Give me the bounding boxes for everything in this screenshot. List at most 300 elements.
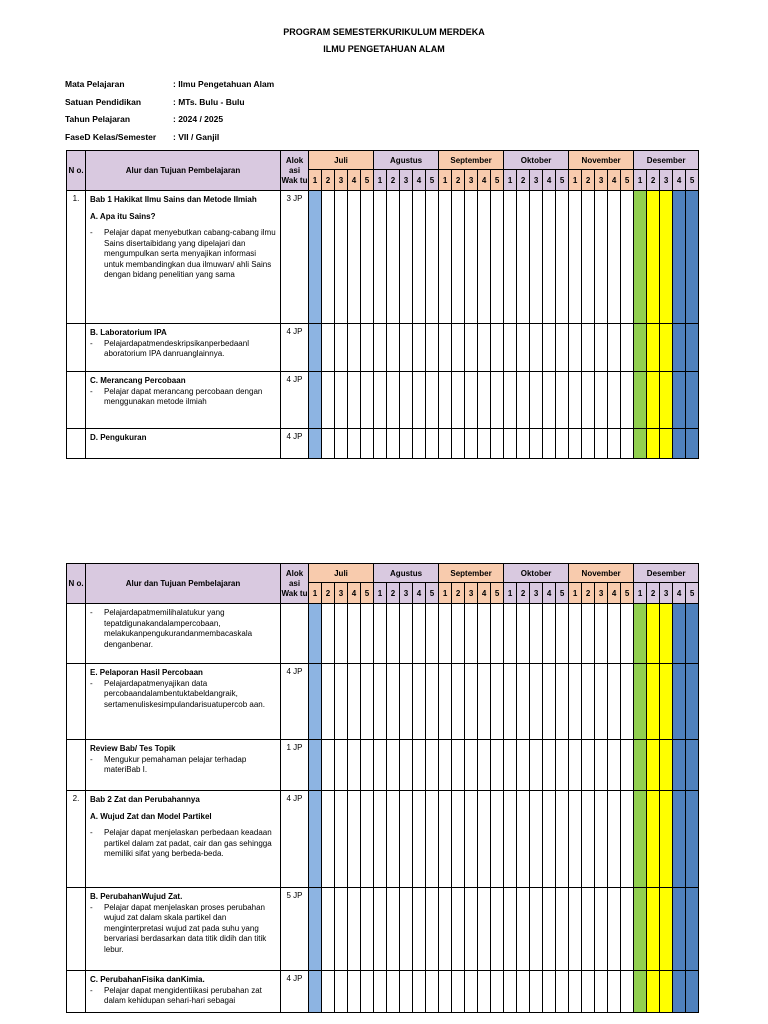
week-header: 3 [335,583,348,604]
week-cell [465,191,478,324]
schedule-table-2 [66,563,699,1013]
week-cell [478,664,491,740]
week-cell [361,971,374,1013]
week-cell [504,372,517,429]
week-header: 1 [569,170,582,191]
row-number: 2. [67,791,86,888]
week-cell [491,324,504,372]
week-header: 1 [634,583,647,604]
header-no: N o. [67,564,86,604]
week-cell [452,191,465,324]
doc-title: PROGRAM SEMESTERKURIKULUM MERDEKA [283,27,485,37]
row-jp: 4 JP [281,372,309,429]
week-cell [660,324,673,372]
week-cell [621,372,634,429]
week-cell [452,372,465,429]
week-cell [400,888,413,971]
week-cell [582,429,595,459]
row-title: B. PerubahanWujud Zat. [90,892,183,901]
week-cell [504,324,517,372]
week-cell [686,604,699,664]
month-header: Desember [634,564,699,583]
week-header: 4 [478,583,491,604]
week-cell [439,324,452,372]
week-cell [374,971,387,1013]
week-cell [569,971,582,1013]
week-cell [504,971,517,1013]
week-cell [400,604,413,664]
week-cell [322,888,335,971]
month-header: September [439,151,504,170]
week-cell [413,664,426,740]
week-cell [478,191,491,324]
week-header: 5 [686,170,699,191]
week-cell [361,324,374,372]
week-cell [647,740,660,791]
week-cell [673,191,686,324]
table-row [67,324,699,372]
week-cell [361,429,374,459]
row-title: D. Pengukuran [90,433,147,442]
week-cell [361,191,374,324]
week-cell [673,791,686,888]
week-cell [361,664,374,740]
week-cell [621,604,634,664]
week-header: 1 [439,583,452,604]
week-cell [413,888,426,971]
week-cell [335,191,348,324]
row-subtitle: A. Wujud Zat dan Model Partikel [90,811,212,821]
week-cell [439,740,452,791]
week-cell [686,888,699,971]
week-cell [582,664,595,740]
week-cell [465,429,478,459]
table-row [67,888,699,971]
week-cell [491,791,504,888]
week-cell [387,324,400,372]
week-header: 3 [465,583,478,604]
row-title: Review Bab/ Tes Topik [90,744,176,753]
row-content [86,429,281,459]
week-cell [491,191,504,324]
week-cell [686,791,699,888]
week-cell [608,372,621,429]
week-cell [686,324,699,372]
week-cell [621,791,634,888]
week-cell [621,971,634,1013]
month-header: Juli [309,564,374,583]
week-cell [439,429,452,459]
week-cell [439,191,452,324]
week-cell [374,664,387,740]
week-cell [478,324,491,372]
week-header: 5 [361,170,374,191]
week-cell [647,372,660,429]
week-cell [348,888,361,971]
week-cell [673,604,686,664]
week-cell [530,372,543,429]
week-cell [335,971,348,1013]
week-cell [374,740,387,791]
week-cell [595,740,608,791]
row-number [67,888,86,971]
week-cell [439,664,452,740]
month-header: Juli [309,151,374,170]
row-number [67,740,86,791]
row-content [86,791,281,888]
row-jp: 1 JP [281,740,309,791]
week-header: 2 [452,583,465,604]
month-header: November [569,151,634,170]
row-number [67,664,86,740]
week-cell [517,791,530,888]
week-cell [660,791,673,888]
week-cell [582,740,595,791]
week-cell [452,604,465,664]
info-value: : Ilmu Pengetahuan Alam [173,79,275,89]
week-cell [647,791,660,888]
week-header: 1 [439,170,452,191]
week-cell [569,429,582,459]
week-cell [374,372,387,429]
week-cell [465,791,478,888]
week-cell [478,888,491,971]
week-cell [309,888,322,971]
week-cell [621,664,634,740]
row-number [67,324,86,372]
week-cell [569,372,582,429]
row-number: 1. [67,191,86,324]
week-cell [673,324,686,372]
week-cell [582,372,595,429]
table-row [67,791,699,888]
week-cell [556,664,569,740]
week-cell [595,191,608,324]
row-content [86,740,281,791]
week-header: 5 [621,583,634,604]
week-header: 5 [556,583,569,604]
week-cell [517,740,530,791]
week-cell [569,740,582,791]
week-header: 2 [582,170,595,191]
week-cell [478,791,491,888]
week-cell [504,604,517,664]
row-item: - Mengukur pemahaman pelajar terhadap materiBab I. [90,755,277,776]
row-number [67,429,86,459]
week-cell [491,740,504,791]
week-cell [309,324,322,372]
row-content [86,372,281,429]
week-cell [452,429,465,459]
week-cell [517,372,530,429]
week-cell [387,372,400,429]
week-cell [439,372,452,429]
week-cell [335,372,348,429]
week-cell [400,971,413,1013]
week-cell [543,791,556,888]
week-cell [478,372,491,429]
week-cell [660,740,673,791]
week-header: 4 [543,170,556,191]
row-jp [281,604,309,664]
week-header: 1 [309,170,322,191]
week-cell [634,971,647,1013]
week-header: 5 [491,170,504,191]
week-cell [361,791,374,888]
week-cell [647,324,660,372]
week-cell [426,372,439,429]
week-cell [452,888,465,971]
week-cell [569,791,582,888]
row-content [86,191,281,324]
week-cell [660,971,673,1013]
week-cell [634,604,647,664]
week-header: 1 [309,583,322,604]
week-cell [335,888,348,971]
week-cell [621,324,634,372]
week-cell [348,604,361,664]
week-cell [387,888,400,971]
week-cell [517,664,530,740]
week-cell [660,429,673,459]
week-cell [569,324,582,372]
month-header: November [569,564,634,583]
week-cell [400,791,413,888]
row-item: - Pelajar dapat mengidentiikasi perubahan zat dalam kehidupan sehari-hari sebagai [90,986,277,1007]
week-cell [517,429,530,459]
week-cell [530,324,543,372]
week-cell [413,191,426,324]
row-jp: 5 JP [281,888,309,971]
week-cell [621,888,634,971]
week-cell [452,971,465,1013]
week-cell [322,604,335,664]
week-cell [543,604,556,664]
week-cell [309,604,322,664]
week-cell [374,791,387,888]
row-content [86,324,281,372]
week-header: 3 [595,170,608,191]
week-cell [595,791,608,888]
week-header: 3 [465,170,478,191]
week-cell [400,191,413,324]
row-title: C. Merancang Percobaan [90,376,186,385]
week-cell [426,191,439,324]
row-title: B. Laboratorium IPA [90,328,167,337]
week-cell [374,604,387,664]
week-cell [634,324,647,372]
week-cell [491,372,504,429]
week-cell [556,191,569,324]
week-cell [400,429,413,459]
week-cell [387,971,400,1013]
week-header: 2 [517,170,530,191]
table-row [67,429,699,459]
week-cell [426,664,439,740]
table-row [67,372,699,429]
row-item: - Pelajar dapat merancang percobaan dengan menggunakan metode ilmiah [90,387,277,408]
week-cell [413,971,426,1013]
week-cell [348,324,361,372]
week-header: 1 [504,583,517,604]
row-content [86,664,281,740]
week-cell [504,740,517,791]
week-cell [673,372,686,429]
week-cell [413,324,426,372]
week-cell [608,791,621,888]
week-cell [452,324,465,372]
week-header: 4 [673,583,686,604]
week-cell [660,604,673,664]
week-cell [426,888,439,971]
week-header: 1 [504,170,517,191]
week-cell [387,664,400,740]
week-cell [595,429,608,459]
week-header: 4 [673,170,686,191]
week-header: 1 [569,583,582,604]
week-cell [543,372,556,429]
info-value: : MTs. Bulu - Bulu [173,97,245,107]
week-cell [465,324,478,372]
table-row [67,971,699,1013]
week-cell [543,324,556,372]
info-label: FaseD Kelas/Semester [65,132,157,142]
row-item: - Pelajar dapat menjelaskan perbedaan keadaan partikel dalam zat padat, cair dan gas sehingga memiliki sifat yang berbeda-beda. [90,828,277,860]
week-header: 4 [608,170,621,191]
week-cell [647,664,660,740]
week-cell [608,604,621,664]
week-cell [387,791,400,888]
week-cell [426,604,439,664]
header-alokasi: Alok asi Wak tu [281,151,309,191]
week-cell [530,429,543,459]
week-cell [400,664,413,740]
week-cell [556,372,569,429]
week-cell [595,604,608,664]
week-cell [582,888,595,971]
week-cell [673,664,686,740]
week-cell [452,791,465,888]
week-cell [400,740,413,791]
week-header: 3 [335,170,348,191]
week-cell [400,324,413,372]
row-title: Bab 2 Zat dan Perubahannya [90,795,200,804]
week-cell [517,604,530,664]
row-jp: 3 JP [281,191,309,324]
week-cell [309,971,322,1013]
week-header: 3 [595,583,608,604]
week-cell [465,372,478,429]
row-title: Bab 1 Hakikat Ilmu Sains dan Metode Ilmiah [90,195,257,204]
week-cell [634,429,647,459]
week-header: 5 [621,170,634,191]
week-cell [374,324,387,372]
week-cell [413,372,426,429]
row-item: - Pelajardapatmendeskripsikanperbedaanl aboratorium IPA danruanglainnya. [90,339,277,360]
week-header: 2 [322,170,335,191]
week-cell [595,664,608,740]
row-title: C. PerubahanFisika danKimia. [90,975,205,984]
week-cell [309,740,322,791]
week-cell [504,791,517,888]
week-cell [569,604,582,664]
week-cell [543,191,556,324]
week-cell [413,604,426,664]
week-cell [465,740,478,791]
week-cell [569,191,582,324]
row-item: - Pelajardapatmenyajikan data percobaandalambentuktabeldangraik, sertamenuliskesimpulandarisuatupercob aan. [90,679,277,711]
week-cell [361,372,374,429]
week-header: 2 [452,170,465,191]
week-header: 4 [608,583,621,604]
week-cell [673,971,686,1013]
week-cell [374,191,387,324]
week-header: 1 [374,583,387,604]
week-cell [556,791,569,888]
week-cell [595,888,608,971]
week-cell [569,664,582,740]
week-header: 4 [413,583,426,604]
week-cell [348,372,361,429]
week-cell [556,971,569,1013]
table-row [67,604,699,664]
row-number [67,971,86,1013]
week-header: 2 [322,583,335,604]
week-cell [530,888,543,971]
week-cell [582,191,595,324]
week-header: 3 [660,170,673,191]
info-label: Tahun Pelajaran [65,114,131,124]
week-cell [309,664,322,740]
week-cell [439,888,452,971]
week-cell [647,971,660,1013]
week-cell [517,888,530,971]
header-alokasi: Alok asi Wak tu [281,564,309,604]
week-header: 4 [478,170,491,191]
week-cell [647,191,660,324]
week-cell [543,664,556,740]
week-cell [335,429,348,459]
week-cell [582,971,595,1013]
week-cell [387,429,400,459]
week-header: 2 [387,170,400,191]
row-subtitle: A. Apa itu Sains? [90,211,156,221]
week-cell [504,191,517,324]
week-cell [569,888,582,971]
week-cell [452,664,465,740]
week-cell [608,324,621,372]
week-cell [335,791,348,888]
week-cell [556,429,569,459]
row-title: E. Pelaporan Hasil Percobaan [90,668,203,677]
week-cell [361,604,374,664]
week-cell [647,888,660,971]
week-cell [608,888,621,971]
row-item: - Pelajardapatmemilihalatukur yang tepatdigunakandalampercobaan, melakukanpengukurandanmembacaskala denganbenar. [90,608,277,650]
week-header: 3 [530,170,543,191]
week-cell [517,191,530,324]
header-alur: Alur dan Tujuan Pembelajaran [86,151,281,191]
week-cell [517,324,530,372]
week-cell [634,740,647,791]
week-header: 3 [400,583,413,604]
week-cell [439,604,452,664]
week-cell [530,791,543,888]
info-label: Satuan Pendidikan [65,97,142,107]
row-jp: 4 JP [281,664,309,740]
week-cell [491,971,504,1013]
week-cell [530,604,543,664]
